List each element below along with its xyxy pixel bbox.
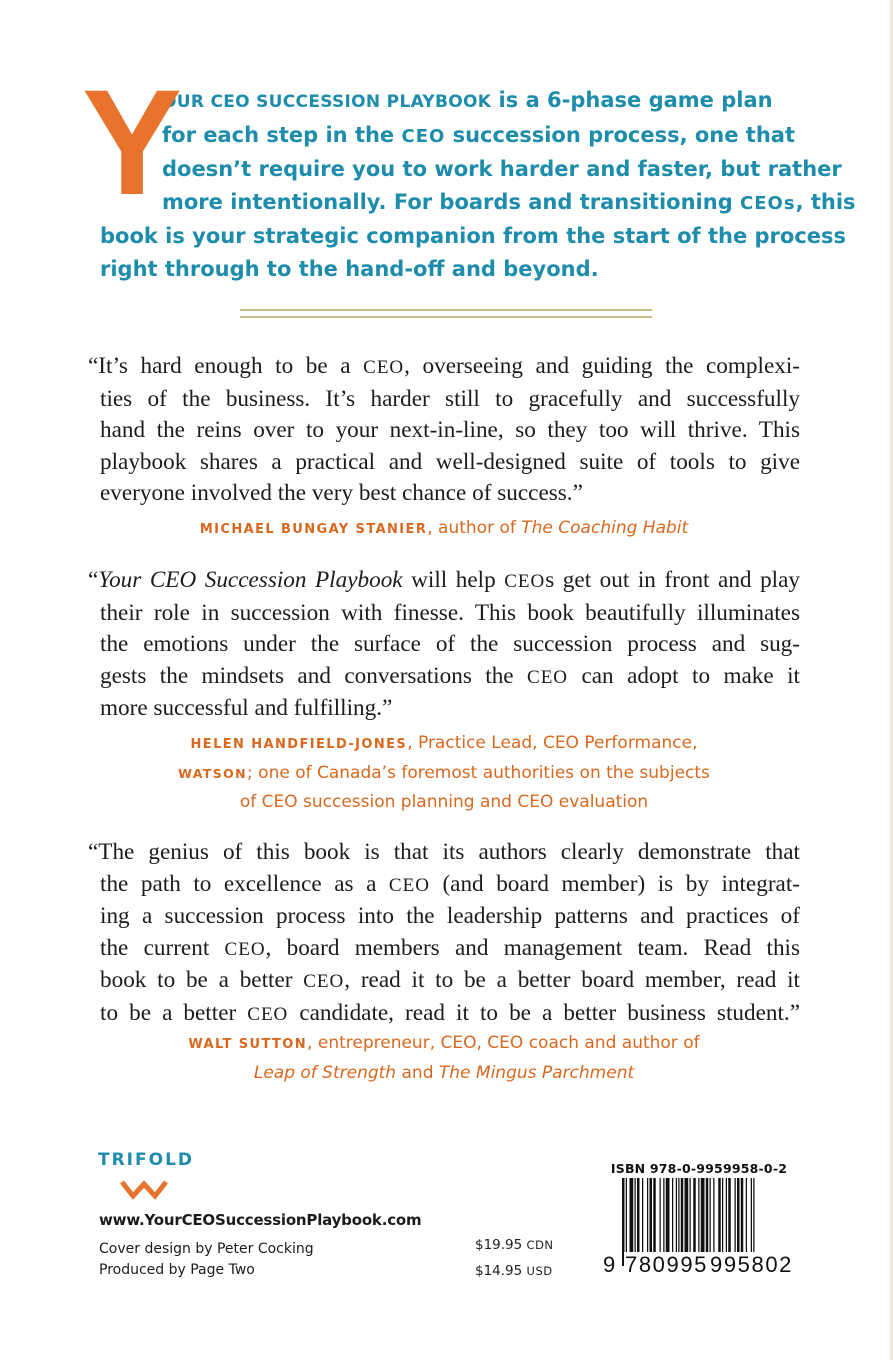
cover-design-credit: Cover design by Peter Cocking	[99, 1241, 314, 1257]
drop-cap: Y	[82, 58, 177, 226]
testimonial-quote-2: “Your CEO Succession Playbook will help CEOs get out in front and play their role in succession with finesse. This book beautifully illuminates the emotions under the surface of the succession process and sug- gests the mindsets and conversations the CEO can adopt to make it more successful and fulfilling.”	[88, 567, 800, 721]
intro-blurb	[82, 58, 856, 286]
testimonial-quote-1: “It’s hard enough to be a CEO, overseeing and guiding the complexi- ties of the business. It’s harder still to gracefully and successfully hand the reins over to your next-in-line, so they too will thrive. This playbook shares a practical and well-designed suite of tools to give everyone involved the very best chance of success.”	[88, 353, 800, 506]
trifold-logo-icon	[120, 1178, 168, 1200]
testimonial-quote-3: “The genius of this book is that its authors clearly demonstrate that the path to excellence as a CEO (and board member) is by integrat- ing a succession process into the leadership patterns and practices of the current CEO, board members and management team. Read this book to be a better CEO, read it to be a better board member, read it to be a better CEO candidate, read it to be a better business student.”	[88, 839, 801, 1026]
barcode-bar	[663, 1178, 664, 1254]
isbn-label: ISBN 978-0-9959958-0-2	[610, 1161, 788, 1176]
barcode-bar	[726, 1178, 727, 1254]
barcode-bar	[713, 1178, 714, 1254]
barcode-bar	[728, 1178, 731, 1254]
barcode-digits-right: 995802	[710, 1252, 794, 1277]
testimonial-attribution-1: MICHAEL BUNGAY STANIER, author of The Coaching Habit	[199, 518, 689, 538]
barcode-bar	[653, 1178, 656, 1254]
barcode-bar	[718, 1178, 721, 1254]
barcode-bar	[650, 1178, 653, 1254]
barcode-bar	[672, 1178, 673, 1254]
barcode-bar	[737, 1178, 740, 1254]
barcode-digits-left: 780995	[625, 1252, 709, 1277]
decorative-divider	[240, 309, 652, 319]
barcode-bar	[660, 1178, 661, 1254]
barcode-bar	[630, 1178, 634, 1254]
barcode-bar	[746, 1178, 747, 1254]
barcode-digit-first: 9	[603, 1252, 616, 1277]
website-url: www.YourCEOSuccessionPlaybook.com	[99, 1211, 422, 1229]
barcode-bar	[701, 1178, 705, 1254]
price-cdn: $19.95 CDN	[475, 1237, 554, 1253]
intro-paragraph: OUR CEO SUCCESSION PLAYBOOK is a 6-phase game plan for each step in the CEO succession process, one that doesn’t require you to work harder and faster, but rather more intentionally. For boards and transitioning CEOs, this book is your strategic companion from the start of the process right through to the hand-off and beyond.	[100, 88, 856, 281]
barcode-bar	[751, 1178, 752, 1254]
barcode-bar	[642, 1178, 643, 1254]
barcode-bar	[698, 1178, 699, 1254]
barcode-bar	[710, 1178, 711, 1254]
barcode-bar	[635, 1178, 636, 1254]
barcode-bar	[693, 1178, 696, 1254]
barcode-bar	[666, 1178, 670, 1254]
barcode-bar	[637, 1178, 640, 1254]
barcode-bar	[722, 1178, 723, 1254]
publisher-logo	[98, 1150, 194, 1170]
barcode-bar	[676, 1178, 677, 1254]
book-title-caps: OUR CEO SUCCESSION PLAYBOOK	[162, 92, 492, 112]
barcode-bar	[706, 1178, 709, 1254]
barcode-bar	[647, 1178, 648, 1254]
price-usd: $14.95 USD	[475, 1263, 553, 1279]
testimonial-attribution-2: HELEN HANDFIELD-JONES, Practice Lead, CEO Performance, WATSON; one of Canada’s foremost authorities on the subjects of CEO succession planning and CEO evaluation	[178, 733, 710, 812]
barcode-bar	[681, 1178, 684, 1254]
barcode-bar	[678, 1178, 679, 1254]
barcode-bar	[741, 1178, 744, 1254]
produced-by-credit: Produced by Page Two	[99, 1262, 255, 1278]
isbn-barcode	[602, 1160, 792, 1282]
testimonial-attribution-3: WALT SUTTON, entrepreneur, CEO, CEO coach and author of Leap of Strength and The Mingus Parchment	[188, 1033, 700, 1083]
publisher-name: TRIFOLD	[98, 1150, 195, 1170]
barcode-bar	[735, 1178, 736, 1254]
